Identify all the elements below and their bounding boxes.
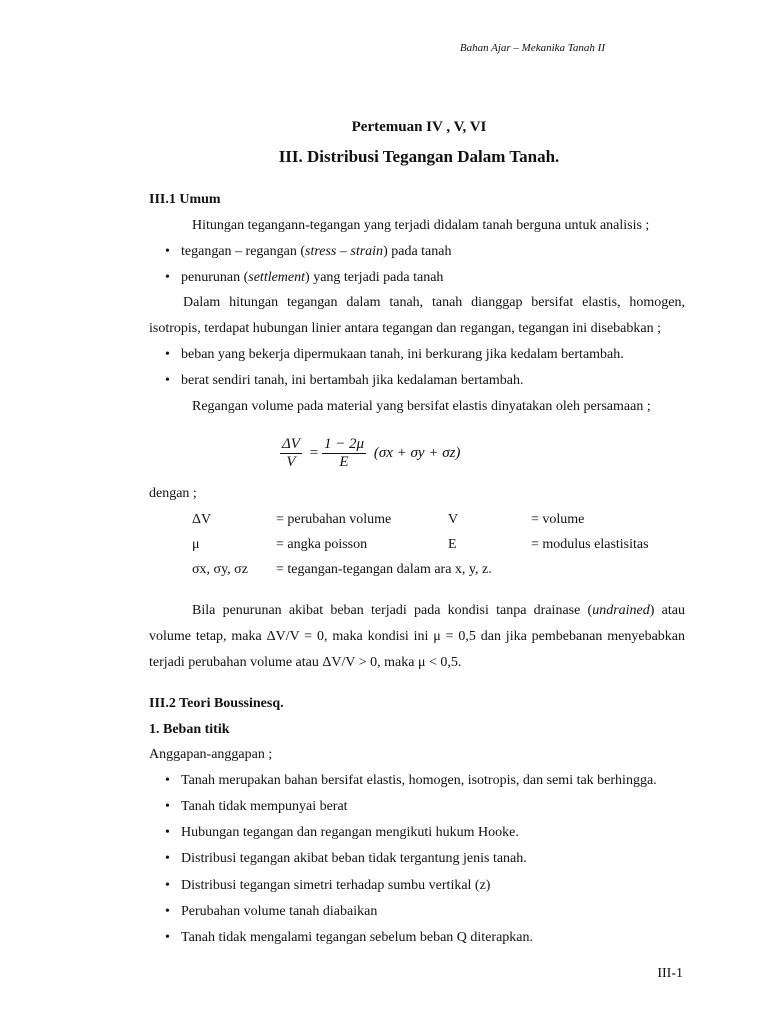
page-number: III-1 (657, 966, 683, 981)
list-item: • Tanah tidak mengalami tegangan sebelum beban Q diterapkan. (165, 930, 534, 945)
list-item: • Hubungan tegangan dan regangan mengikuti hukum Hooke. (165, 825, 519, 840)
definition-row: σx, σy, σz = tegangan-tegangan dalam ara x, y, z. (192, 562, 492, 577)
definition-row: μ = angka poisson E = modulus elastisitas (192, 537, 649, 552)
chapter-title: III. Distribusi Tegangan Dalam Tanah. (278, 147, 560, 166)
subheading-point-load: 1. Beban titik (149, 722, 230, 737)
list-item: • berat sendiri tanah, ini bertambah jika kedalaman bertambah. (165, 373, 524, 388)
definition-row: ΔV = perubahan volume V = volume (192, 512, 585, 527)
running-header: Bahan Ajar – Mekanika Tanah II (459, 42, 605, 54)
section-heading-boussinesq: III.2 Teori Boussinesq. (149, 696, 284, 711)
section-heading-umum: III.1 Umum (149, 192, 221, 207)
list-item: • penurunan (settlement) yang terjadi pada tanah (165, 270, 444, 285)
meeting-label: Pertemuan IV , V, VI (351, 119, 487, 135)
paragraph-volume-strain: Regangan volume pada material yang bersifat elastis dinyatakan oleh persamaan ; (192, 399, 651, 414)
list-item: • Tanah merupakan bahan bersifat elastis, homogen, isotropis, dan semi tak berhingga. (165, 773, 657, 788)
volume-strain-formula: $\frac{\Delta V}{V}$ = $\frac{1 - 2\mu}{E}$ (σx + σy + σz) (282, 436, 461, 470)
list-item: • Perubahan volume tanah diabaikan (165, 904, 378, 919)
dengan-label: dengan ; (149, 486, 197, 501)
fraction-lhs: $\frac{\Delta V}{V}$ (282, 436, 300, 470)
paragraph-undrained: Bila penurunan akibat beban terjadi pada kondisi tanpa drainase (undrained) atau volume tetap, maka ΔV/V = 0, maka kondisi ini μ = 0,5 dan jika pembebanan menyebabkan terjadi perubahan volume atau ΔV/V > 0, maka μ < 0,5. (149, 603, 685, 670)
list-item: • beban yang bekerja dipermukaan tanah, ini berkurang jika kedalam bertambah. (165, 347, 624, 362)
paragraph-assumptions: Dalam hitungan tegangan dalam tanah, tanah dianggap bersifat elastis, homogen, isotropis, terdapat hubungan linier antara tegangan dan regangan, tegangan ini disebabkan ; (149, 295, 685, 336)
assumptions-intro: Anggapan-anggapan ; (149, 747, 273, 762)
list-item: • Tanah tidak mempunyai berat (165, 799, 348, 814)
intro-paragraph: Hitungan tegangann-tegangan yang terjadi didalam tanah berguna untuk analisis ; (192, 218, 650, 233)
fraction-rhs: $\frac{1 - 2\mu}{E}$ (323, 436, 365, 470)
list-item: • tegangan – regangan (stress – strain) pada tanah (165, 244, 452, 259)
list-item: • Distribusi tegangan simetri terhadap sumbu vertikal (z) (165, 878, 491, 893)
list-item: • Distribusi tegangan akibat beban tidak tergantung jenis tanah. (165, 851, 527, 866)
